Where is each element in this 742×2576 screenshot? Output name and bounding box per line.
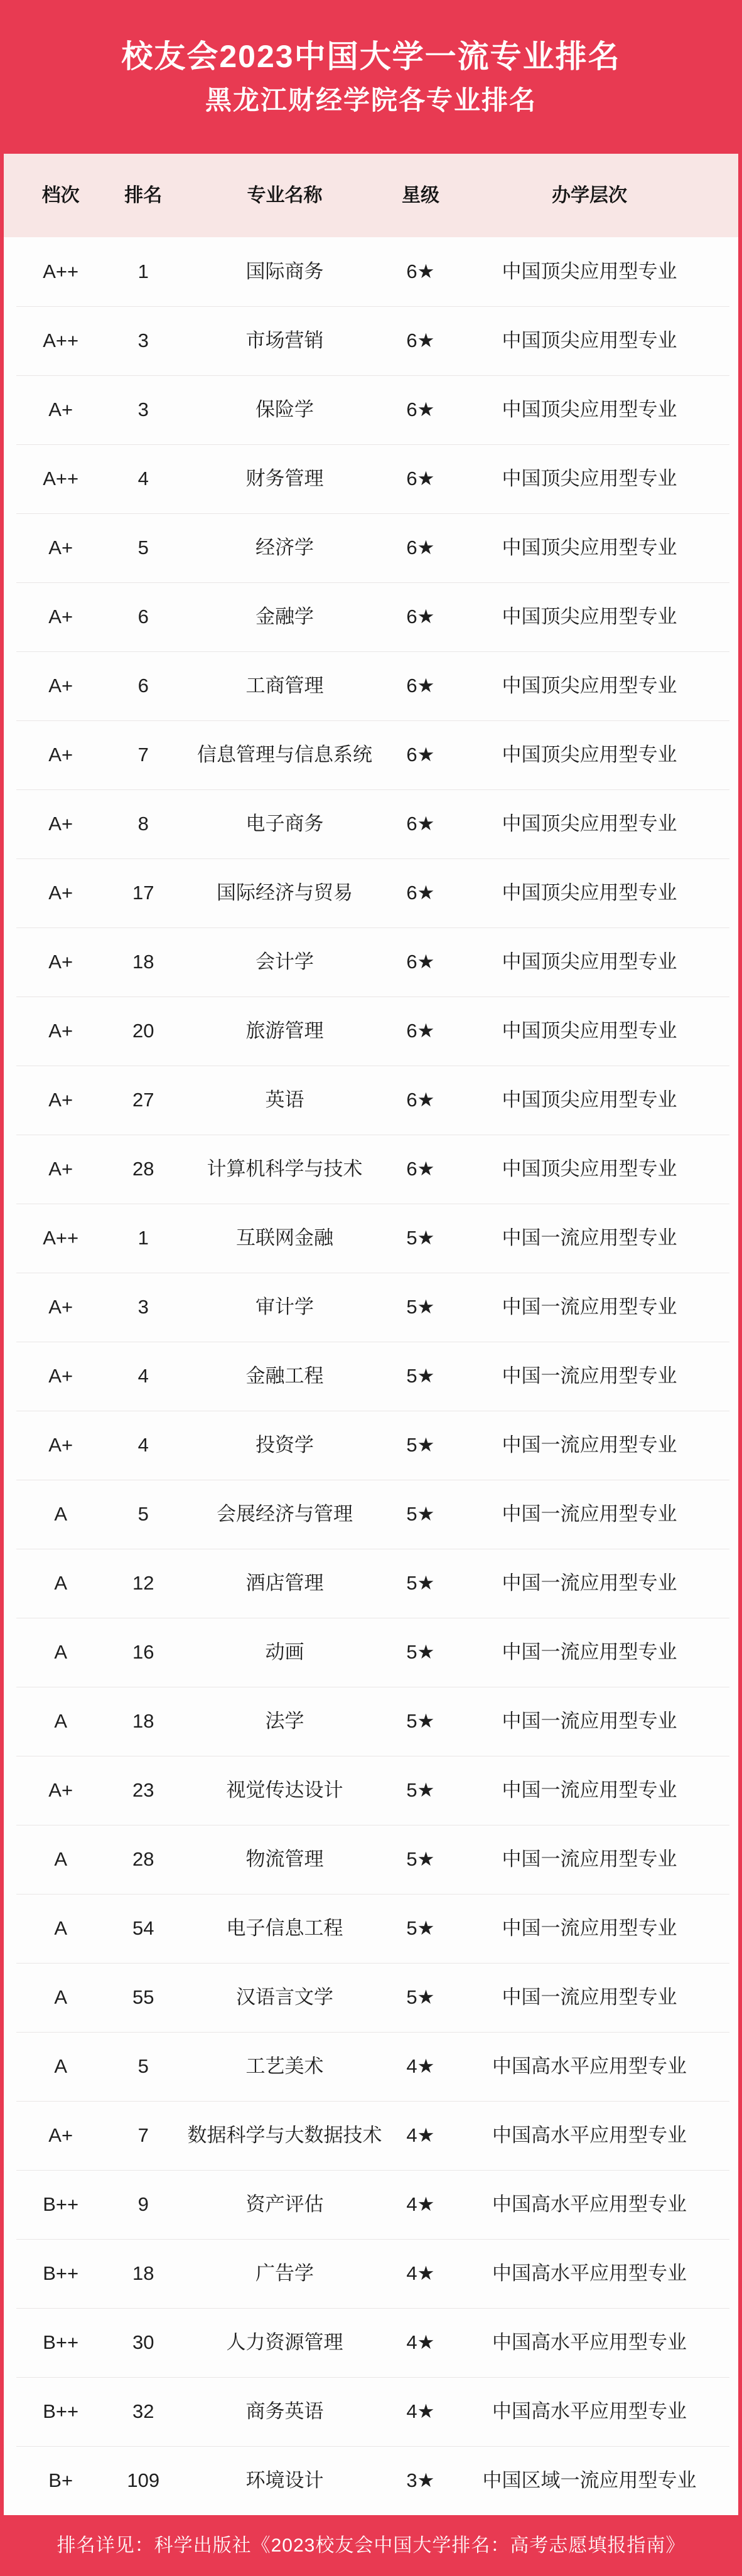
cell-star-rating: 5★ [406, 1227, 435, 1249]
footer-note: 排名详见：科学出版社《2023校友会中国大学排名：高考志愿填报指南》 [56, 2535, 686, 2556]
cell-rank: 18 [132, 2262, 154, 2285]
cell-major: 环境设计 [245, 2469, 324, 2492]
cell-major: 人力资源管理 [226, 2331, 343, 2354]
cell-level: 中国高水平应用型专业 [492, 2193, 687, 2216]
cell-level: 中国一流应用型专业 [502, 1227, 677, 1249]
table-row [4, 2170, 738, 2239]
cell-rank: 54 [132, 1917, 154, 1940]
column-header-stars: 星级 [401, 184, 439, 206]
cell-level: 中国顶尖应用型专业 [502, 1089, 677, 1111]
cell-major: 动画 [265, 1641, 304, 1664]
cell-major: 电子信息工程 [226, 1917, 343, 1940]
cell-level: 中国顶尖应用型专业 [502, 468, 677, 490]
cell-level: 中国一流应用型专业 [502, 1365, 677, 1387]
cell-rank: 1 [137, 1227, 149, 1249]
cell-grade: A [54, 1641, 68, 1664]
table-body [4, 237, 738, 2515]
table-row [4, 2308, 738, 2377]
cell-level: 中国一流应用型专业 [502, 1986, 677, 2009]
cell-level: 中国高水平应用型专业 [492, 2124, 687, 2147]
table-row [4, 1273, 738, 1342]
cell-level: 中国顶尖应用型专业 [502, 606, 677, 628]
table-row [4, 1894, 738, 1963]
table-row [4, 1066, 738, 1135]
cell-rank: 18 [132, 951, 154, 973]
cell-rank: 6 [137, 675, 149, 697]
cell-level: 中国顶尖应用型专业 [502, 882, 677, 904]
cell-level: 中国一流应用型专业 [502, 1779, 677, 1802]
cell-level: 中国一流应用型专业 [502, 1572, 677, 1595]
cell-star-rating: 6★ [406, 675, 435, 697]
cell-level: 中国顶尖应用型专业 [502, 260, 677, 283]
cell-major: 数据科学与大数据技术 [187, 2124, 382, 2147]
table-header-row [4, 154, 738, 237]
cell-rank: 18 [132, 1710, 154, 1733]
cell-star-rating: 5★ [406, 1572, 435, 1595]
cell-grade: A+ [48, 1779, 73, 1802]
cell-level: 中国顶尖应用型专业 [502, 675, 677, 697]
cell-grade: A [54, 1848, 68, 1871]
cell-grade: B+ [48, 2469, 73, 2492]
cell-grade: A+ [48, 398, 73, 421]
cell-star-rating: 6★ [406, 329, 435, 352]
table-row [4, 1204, 738, 1273]
cell-rank: 55 [132, 1986, 154, 2009]
cell-star-rating: 6★ [406, 813, 435, 835]
cell-rank: 3 [137, 1296, 149, 1318]
table-row [4, 2446, 738, 2515]
cell-grade: A+ [48, 1434, 73, 1456]
cell-grade: A [54, 2055, 68, 2078]
cell-major: 酒店管理 [245, 1572, 324, 1595]
cell-grade: B++ [43, 2331, 79, 2354]
cell-rank: 28 [132, 1158, 154, 1180]
cell-star-rating: 5★ [406, 1641, 435, 1664]
cell-star-rating: 4★ [406, 2193, 435, 2216]
cell-rank: 16 [132, 1641, 154, 1664]
header-banner [0, 0, 742, 154]
cell-major: 财务管理 [245, 468, 324, 490]
table-row [4, 1135, 738, 1204]
table-row [4, 1687, 738, 1756]
footer-banner [0, 2515, 742, 2576]
cell-star-rating: 6★ [406, 744, 435, 766]
cell-grade: A+ [48, 744, 73, 766]
table-row [4, 720, 738, 789]
cell-rank: 28 [132, 1848, 154, 1871]
cell-major: 保险学 [255, 398, 314, 421]
cell-rank: 109 [127, 2469, 160, 2492]
cell-major: 投资学 [255, 1434, 314, 1456]
cell-star-rating: 6★ [406, 882, 435, 904]
cell-major: 国际经济与贸易 [217, 882, 353, 904]
cell-star-rating: 5★ [406, 1503, 435, 1526]
page-title: 校友会2023中国大学一流专业排名 [121, 38, 621, 74]
cell-rank: 4 [137, 468, 149, 490]
cell-star-rating: 5★ [406, 1917, 435, 1940]
cell-grade: A+ [48, 1296, 73, 1318]
cell-level: 中国一流应用型专业 [502, 1641, 677, 1664]
cell-major: 计算机科学与技术 [207, 1158, 363, 1180]
column-header-major: 专业名称 [247, 184, 323, 206]
cell-level: 中国顶尖应用型专业 [502, 744, 677, 766]
cell-grade: A+ [48, 537, 73, 559]
cell-level: 中国高水平应用型专业 [492, 2262, 687, 2285]
cell-level: 中国顶尖应用型专业 [502, 1020, 677, 1042]
cell-star-rating: 5★ [406, 1365, 435, 1387]
cell-grade: A+ [48, 2124, 73, 2147]
cell-major: 汉语言文学 [236, 1986, 333, 2009]
column-header-rank: 排名 [124, 184, 163, 206]
cell-grade: B++ [43, 2400, 79, 2423]
table-row [4, 1756, 738, 1825]
cell-grade: A++ [43, 1227, 79, 1249]
cell-major: 会计学 [255, 951, 314, 973]
cell-star-rating: 5★ [406, 1296, 435, 1318]
cell-grade: A+ [48, 951, 73, 973]
table-row [4, 2377, 738, 2446]
cell-level: 中国顶尖应用型专业 [502, 813, 677, 835]
cell-star-rating: 5★ [406, 1986, 435, 2009]
table-row [4, 789, 738, 858]
cell-rank: 20 [132, 1020, 154, 1042]
cell-star-rating: 6★ [406, 1089, 435, 1111]
table-row [4, 306, 738, 375]
cell-level: 中国高水平应用型专业 [492, 2331, 687, 2354]
table-row [4, 2032, 738, 2101]
table-row [4, 444, 738, 513]
cell-star-rating: 4★ [406, 2055, 435, 2078]
table-row [4, 1618, 738, 1687]
ranking-table [4, 154, 738, 2515]
cell-major: 国际商务 [245, 260, 324, 283]
cell-grade: A+ [48, 1158, 73, 1180]
cell-major: 金融学 [255, 606, 314, 628]
cell-rank: 12 [132, 1572, 154, 1595]
table-row [4, 1825, 738, 1894]
cell-grade: B++ [43, 2262, 79, 2285]
cell-rank: 1 [137, 260, 149, 283]
cell-major: 工商管理 [245, 675, 324, 697]
table-row [4, 1549, 738, 1618]
cell-rank: 3 [137, 329, 149, 352]
cell-grade: A++ [43, 329, 79, 352]
table-row [4, 997, 738, 1066]
cell-rank: 8 [137, 813, 149, 835]
cell-grade: A+ [48, 606, 73, 628]
cell-major: 广告学 [255, 2262, 314, 2285]
cell-star-rating: 6★ [406, 260, 435, 283]
cell-level: 中国一流应用型专业 [502, 1503, 677, 1526]
cell-rank: 17 [132, 882, 154, 904]
cell-level: 中国一流应用型专业 [502, 1434, 677, 1456]
table-row [4, 513, 738, 582]
cell-star-rating: 5★ [406, 1710, 435, 1733]
table-row [4, 375, 738, 444]
cell-grade: A++ [43, 468, 79, 490]
cell-grade: A+ [48, 882, 73, 904]
cell-major: 会展经济与管理 [217, 1503, 353, 1526]
cell-star-rating: 6★ [406, 606, 435, 628]
cell-level: 中国顶尖应用型专业 [502, 329, 677, 352]
cell-major: 物流管理 [245, 1848, 324, 1871]
cell-level: 中国顶尖应用型专业 [502, 398, 677, 421]
cell-star-rating: 6★ [406, 951, 435, 973]
cell-grade: A [54, 1986, 68, 2009]
cell-grade: B++ [43, 2193, 79, 2216]
cell-rank: 3 [137, 398, 149, 421]
cell-major: 旅游管理 [245, 1020, 324, 1042]
cell-major: 资产评估 [245, 2193, 324, 2216]
cell-level: 中国顶尖应用型专业 [502, 1158, 677, 1180]
cell-rank: 4 [137, 1434, 149, 1456]
cell-rank: 7 [137, 744, 149, 766]
cell-level: 中国一流应用型专业 [502, 1917, 677, 1940]
cell-rank: 4 [137, 1365, 149, 1387]
cell-rank: 6 [137, 606, 149, 628]
cell-star-rating: 4★ [406, 2400, 435, 2423]
cell-rank: 5 [137, 2055, 149, 2078]
table-row [4, 858, 738, 927]
cell-level: 中国区域一流应用型专业 [482, 2469, 697, 2492]
cell-star-rating: 6★ [406, 537, 435, 559]
cell-major: 互联网金融 [236, 1227, 333, 1249]
cell-major: 商务英语 [245, 2400, 324, 2423]
cell-major: 市场营销 [245, 329, 324, 352]
cell-major: 信息管理与信息系统 [197, 744, 372, 766]
table-row [4, 1342, 738, 1411]
table-row [4, 1411, 738, 1480]
table-row [4, 1480, 738, 1549]
cell-major: 审计学 [255, 1296, 314, 1318]
page-subtitle: 黑龙江财经学院各专业排名 [205, 85, 537, 115]
table-row [4, 651, 738, 720]
cell-level: 中国顶尖应用型专业 [502, 537, 677, 559]
column-header-level: 办学层次 [552, 184, 628, 206]
cell-star-rating: 6★ [406, 398, 435, 421]
table-row [4, 927, 738, 997]
cell-rank: 30 [132, 2331, 154, 2354]
cell-major: 英语 [265, 1089, 304, 1111]
cell-major: 电子商务 [245, 813, 324, 835]
cell-rank: 32 [132, 2400, 154, 2423]
cell-rank: 27 [132, 1089, 154, 1111]
cell-level: 中国一流应用型专业 [502, 1710, 677, 1733]
table-row [4, 2239, 738, 2308]
cell-star-rating: 6★ [406, 1020, 435, 1042]
cell-major: 经济学 [255, 537, 314, 559]
cell-rank: 23 [132, 1779, 154, 1802]
cell-grade: A [54, 1572, 68, 1595]
cell-rank: 5 [137, 537, 149, 559]
cell-major: 工艺美术 [245, 2055, 324, 2078]
cell-star-rating: 6★ [406, 468, 435, 490]
cell-level: 中国一流应用型专业 [502, 1296, 677, 1318]
cell-star-rating: 4★ [406, 2331, 435, 2354]
cell-major: 视觉传达设计 [226, 1779, 343, 1802]
cell-star-rating: 3★ [406, 2469, 435, 2492]
cell-grade: A++ [43, 260, 79, 283]
cell-level: 中国高水平应用型专业 [492, 2400, 687, 2423]
cell-grade: A+ [48, 675, 73, 697]
cell-grade: A [54, 1917, 68, 1940]
table-row [4, 1963, 738, 2032]
cell-rank: 9 [137, 2193, 149, 2216]
cell-rank: 7 [137, 2124, 149, 2147]
cell-grade: A [54, 1503, 68, 1526]
column-header-grade: 档次 [41, 184, 80, 206]
cell-star-rating: 4★ [406, 2124, 435, 2147]
cell-star-rating: 6★ [406, 1158, 435, 1180]
cell-grade: A [54, 1710, 68, 1733]
cell-star-rating: 4★ [406, 2262, 435, 2285]
cell-rank: 5 [137, 1503, 149, 1526]
cell-grade: A+ [48, 1089, 73, 1111]
cell-major: 金融工程 [245, 1365, 324, 1387]
cell-star-rating: 5★ [406, 1434, 435, 1456]
cell-major: 法学 [265, 1710, 304, 1733]
table-row [4, 582, 738, 651]
cell-level: 中国一流应用型专业 [502, 1848, 677, 1871]
table-row [4, 237, 738, 306]
cell-star-rating: 5★ [406, 1848, 435, 1871]
cell-grade: A+ [48, 1020, 73, 1042]
cell-star-rating: 5★ [406, 1779, 435, 1802]
cell-grade: A+ [48, 813, 73, 835]
table-row [4, 2101, 738, 2170]
cell-grade: A+ [48, 1365, 73, 1387]
cell-level: 中国顶尖应用型专业 [502, 951, 677, 973]
cell-level: 中国高水平应用型专业 [492, 2055, 687, 2078]
